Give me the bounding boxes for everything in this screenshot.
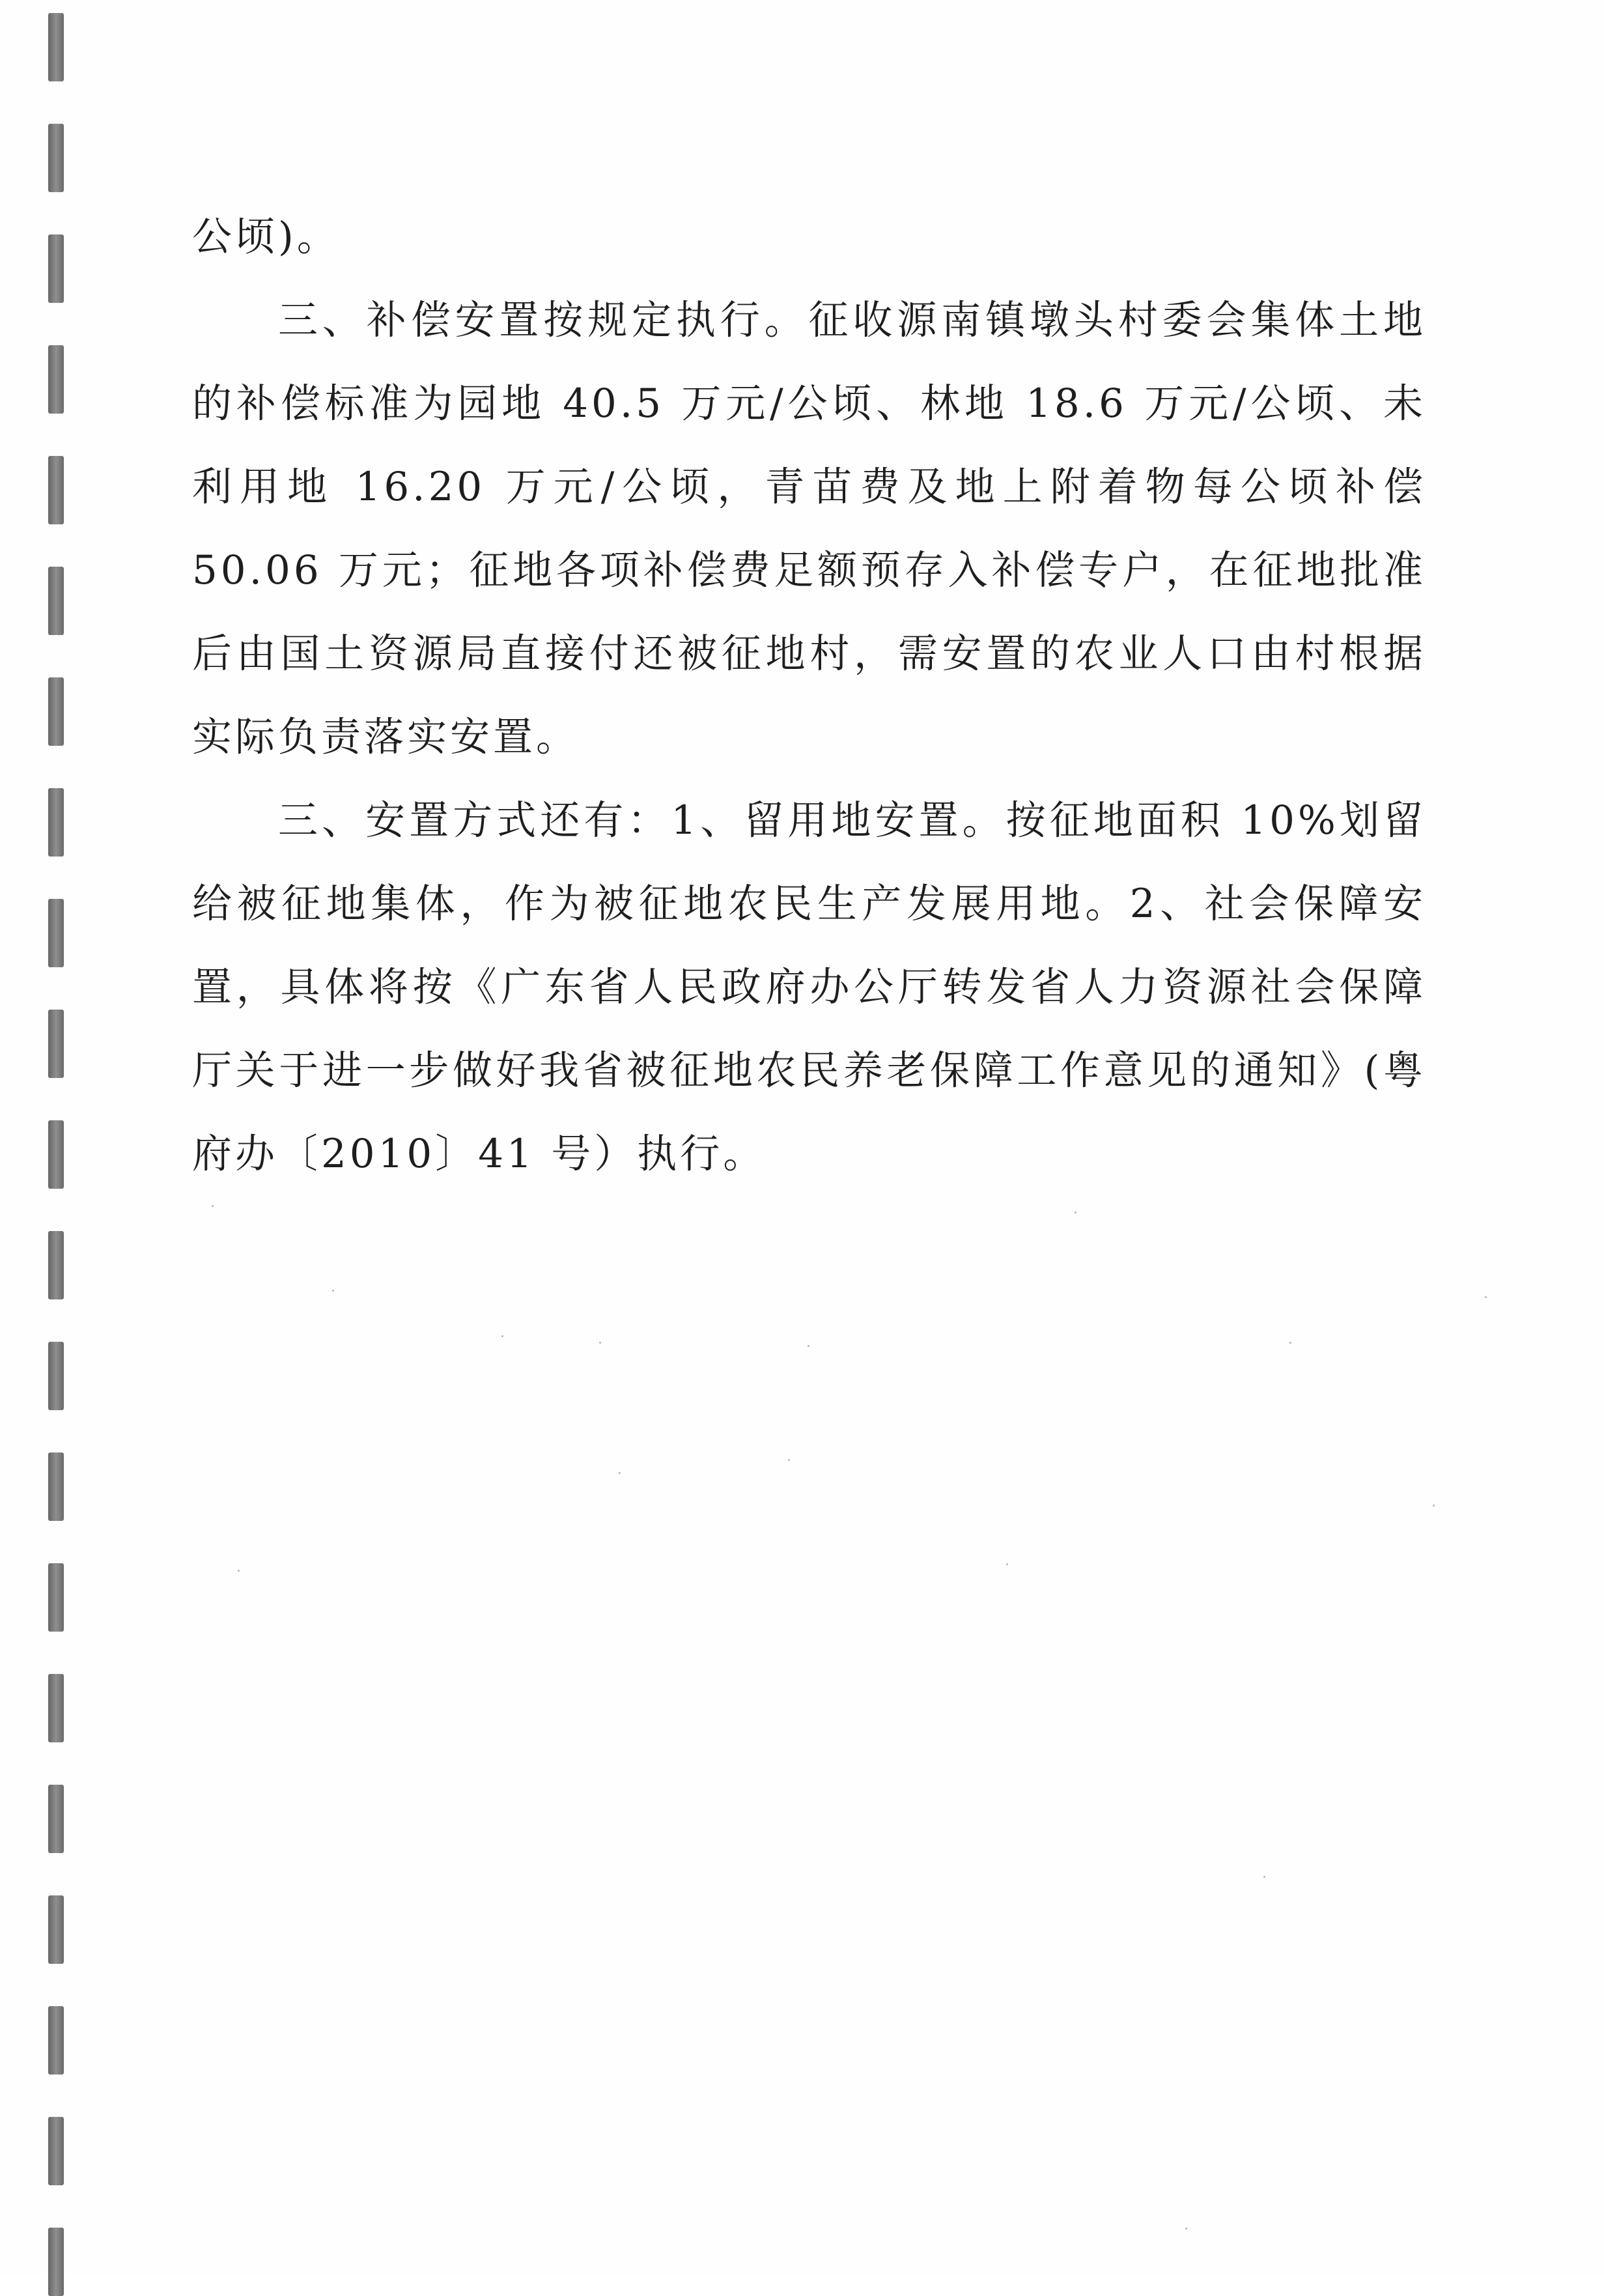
binding-hole xyxy=(48,1674,64,1742)
binding-hole xyxy=(48,567,64,635)
binding-hole xyxy=(48,2117,64,2185)
scan-speck xyxy=(808,1345,809,1347)
scan-speck xyxy=(1263,1876,1265,1878)
paragraph-continuation: 公顷)。 xyxy=(192,214,340,260)
scan-speck xyxy=(238,1570,240,1572)
binding-holes xyxy=(46,0,72,2275)
binding-hole xyxy=(48,2228,64,2296)
paragraph-resettlement: 三、安置方式还有：1、留用地安置。按征地面积 10%划留给被征地集体，作为被征地农民生产发展用地。2、社会保障安置，具体将按《广东省人民政府办公厅转发省人力资源社会保障厅关于进一步做好我省被征地农民养老保障工作意见的通知》(粤府办〔2010〕41 号）执行。 xyxy=(192,797,1426,1177)
binding-hole xyxy=(48,1785,64,1853)
body-text xyxy=(192,195,1426,1196)
binding-hole xyxy=(48,899,64,967)
scan-speck xyxy=(1006,1563,1008,1565)
binding-hole xyxy=(48,1453,64,1521)
scan-speck xyxy=(619,1472,621,1474)
binding-hole xyxy=(48,1010,64,1078)
binding-hole xyxy=(48,677,64,746)
binding-hole xyxy=(48,1895,64,1964)
binding-hole xyxy=(48,456,64,524)
scan-speck xyxy=(332,1290,334,1292)
binding-hole xyxy=(48,1342,64,1410)
paragraph-compensation: 三、补偿安置按规定执行。征收源南镇墩头村委会集体土地的补偿标准为园地 40.5 万元/公顷、林地 18.6 万元/公顷、未利用地 16.20 万元/公顷，青苗费及地上附着物每公顷补偿 50.06 万元；征地各项补偿费足额预存入补偿专户，在征地批准后由国土资源局直接付还被征地村，需安置的农业人口由村根据实际负责落实安置。 xyxy=(192,297,1426,760)
binding-hole xyxy=(48,2006,64,2075)
binding-hole xyxy=(48,1231,64,1299)
binding-hole xyxy=(48,234,64,303)
binding-hole xyxy=(48,1563,64,1632)
scan-speck xyxy=(1075,1212,1076,1213)
binding-hole xyxy=(48,788,64,857)
binding-hole xyxy=(48,124,64,192)
scan-speck xyxy=(1185,2228,1187,2230)
scan-speck xyxy=(212,1205,214,1207)
scan-speck xyxy=(1433,1505,1435,1507)
binding-hole xyxy=(48,1120,64,1189)
binding-hole xyxy=(48,13,64,81)
scan-speck xyxy=(1485,1296,1487,1298)
binding-hole xyxy=(48,345,64,414)
scan-speck xyxy=(1289,1342,1291,1344)
scan-speck xyxy=(501,1335,503,1337)
scan-speck xyxy=(599,1342,601,1344)
scan-speck xyxy=(788,1459,790,1461)
